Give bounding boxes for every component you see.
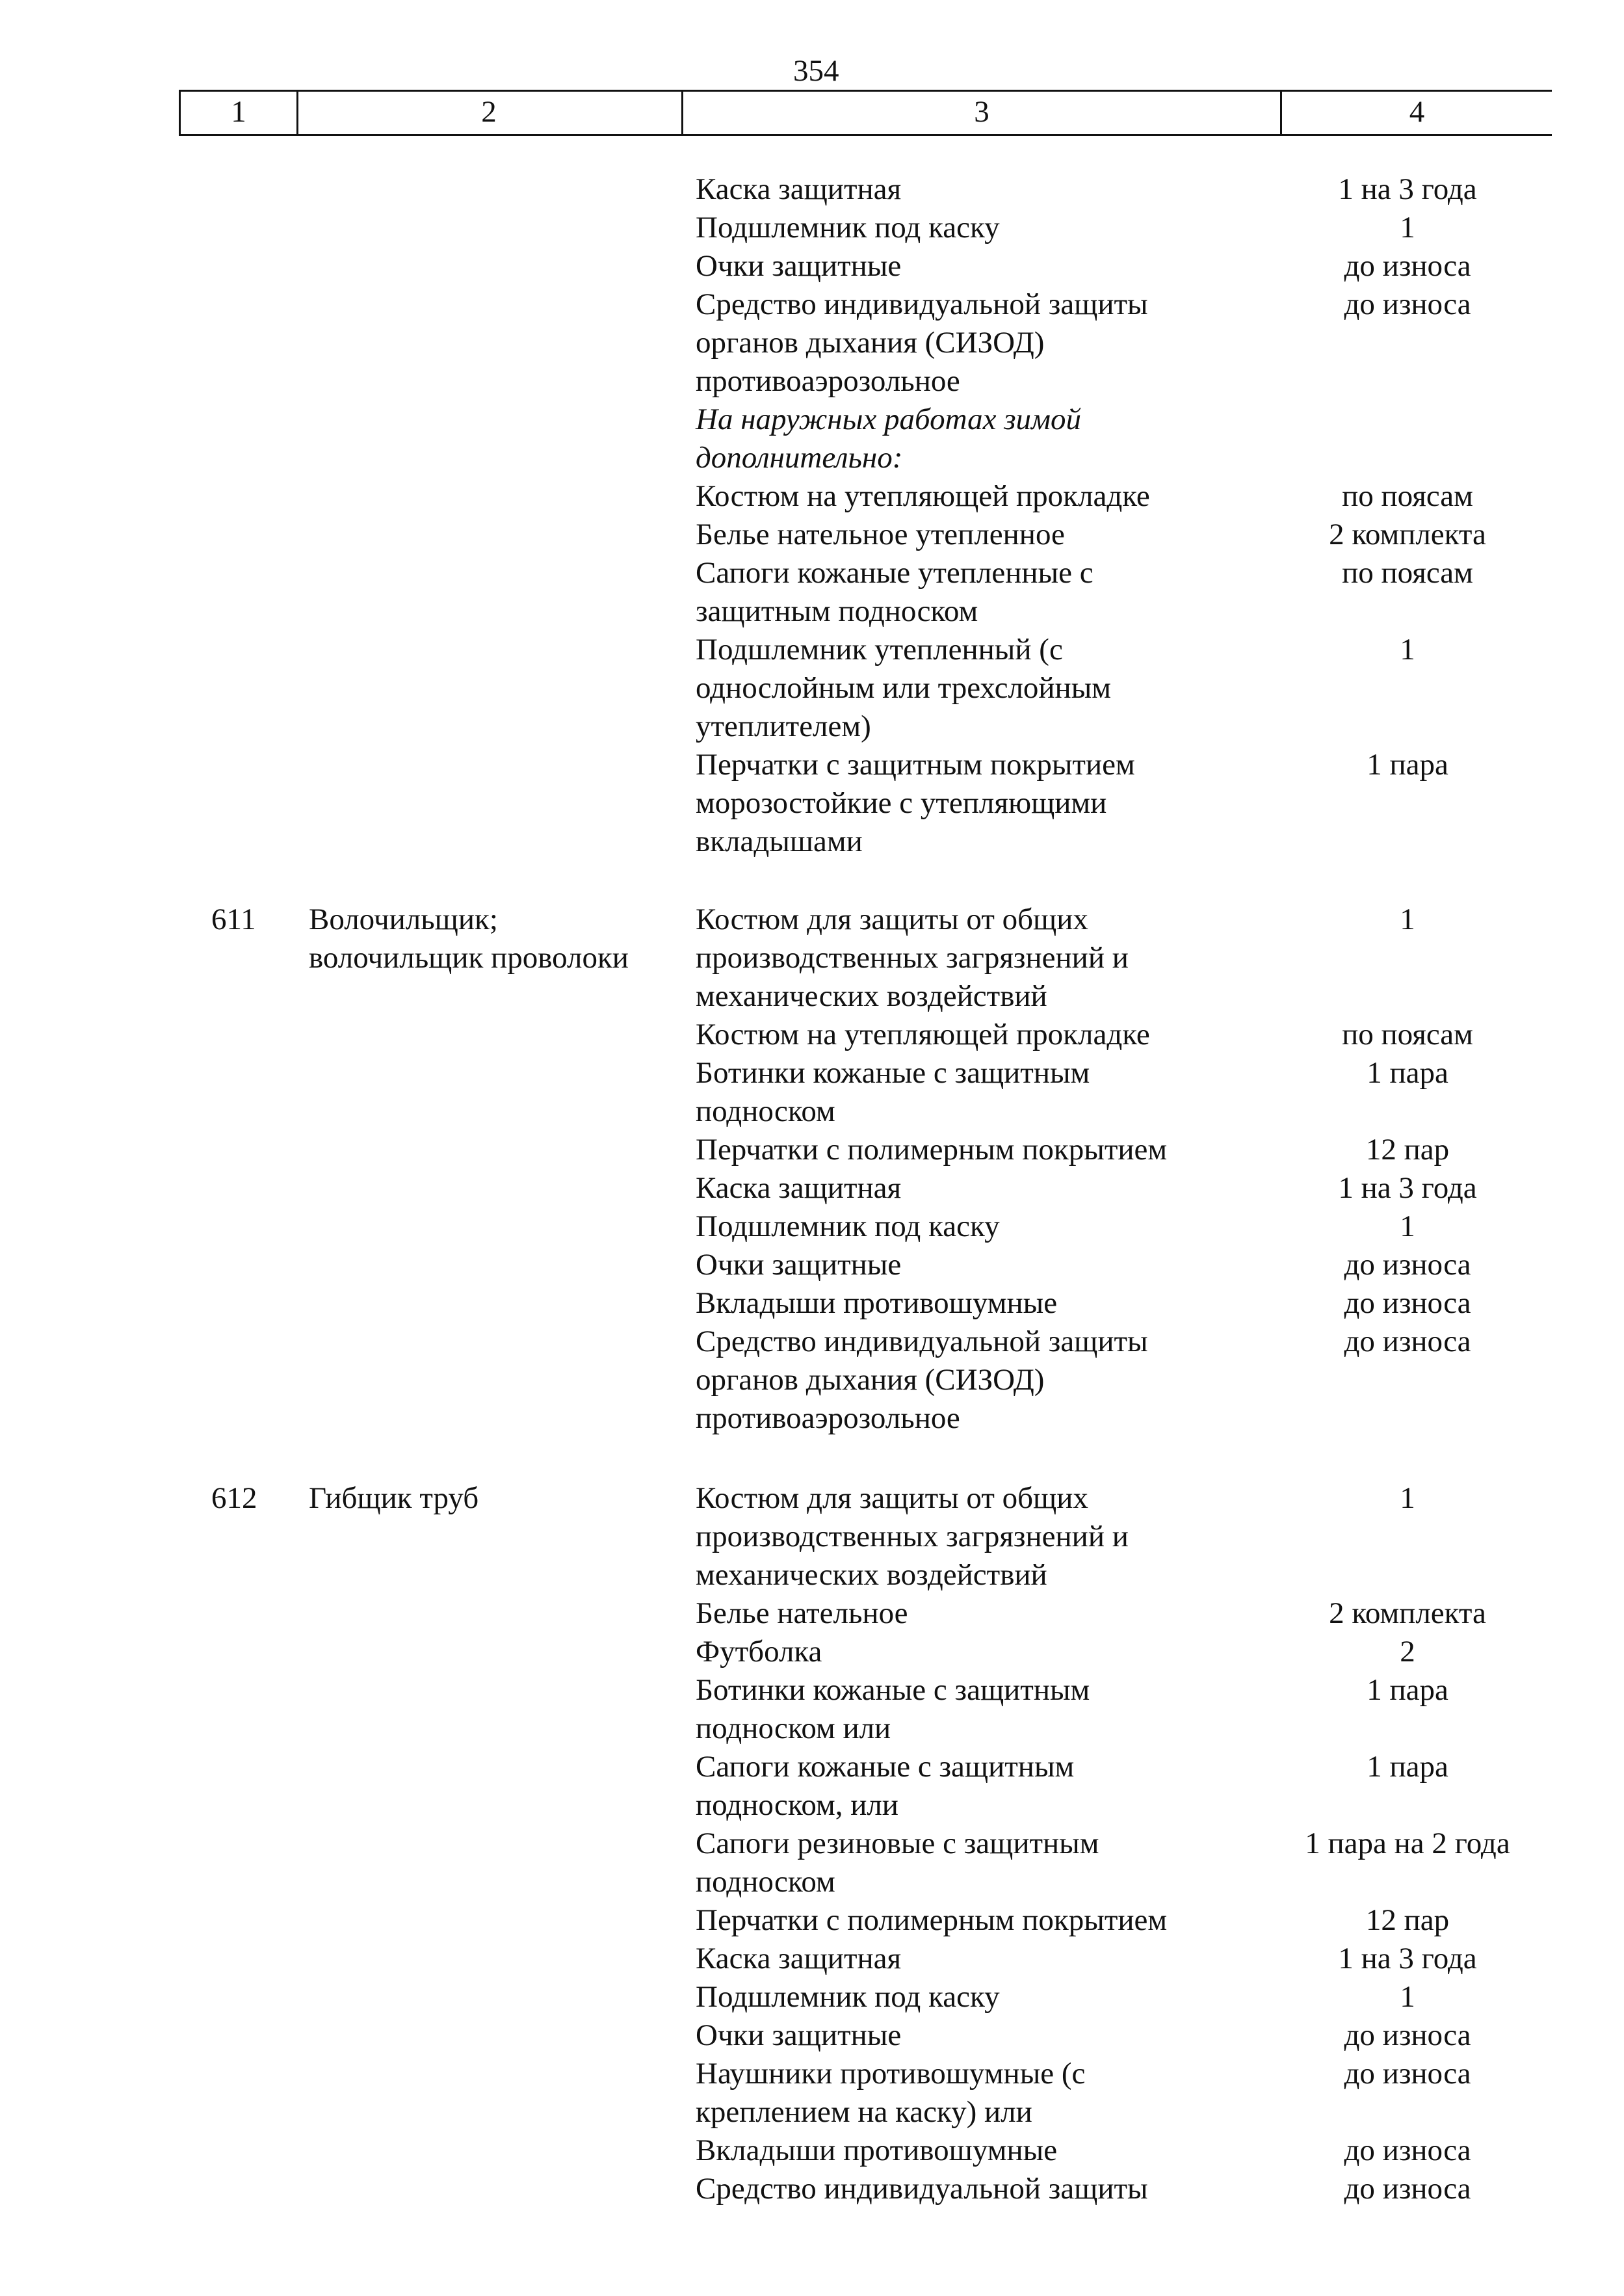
- issue-norm: 1 на 3 года: [1338, 1171, 1477, 1205]
- issue-norm: 1: [1400, 1209, 1415, 1243]
- equipment-item: [696, 2055, 1567, 2131]
- equipment-item: [696, 1169, 1567, 1207]
- equipment-name: [696, 516, 1190, 554]
- equipment-name: [696, 2170, 1190, 2208]
- equipment-name: [696, 1246, 1190, 1284]
- text-line: Белье нательное: [696, 1596, 908, 1630]
- equipment-name: [696, 1323, 1190, 1438]
- text-line: Сапоги резиновые с защитным: [696, 1827, 1099, 1860]
- issue-norm: 1 на 3 года: [1338, 1942, 1477, 1975]
- text-line: органов дыхания (СИЗОД): [696, 326, 1045, 360]
- text-line: Очки защитные: [696, 249, 902, 283]
- issue-norm: 2 комплекта: [1329, 1596, 1486, 1630]
- text-line: производственных загрязнений и: [696, 941, 1129, 975]
- equipment-item: [696, 209, 1567, 247]
- text-line: Подшлемник под каску: [696, 1980, 1000, 2014]
- text-line: подноском: [696, 1865, 835, 1899]
- equipment-item: [696, 1825, 1567, 1901]
- issue-norm: 1 пара: [1367, 1673, 1448, 1707]
- text-line: Средство индивидуальной защиты: [696, 2172, 1148, 2206]
- text-line: волочильщик проволоки: [309, 941, 629, 975]
- issue-norm: до износа: [1344, 2057, 1471, 2091]
- equipment-name: [696, 1207, 1190, 1246]
- equipment-name: [696, 746, 1190, 861]
- equipment-name: [696, 1284, 1190, 1323]
- text-line: Очки защитные: [696, 1248, 902, 1282]
- text-line: Костюм для защиты от общих: [696, 903, 1088, 936]
- equipment-item: [696, 1633, 1567, 1671]
- text-line: Средство индивидуальной защиты: [696, 1325, 1148, 1358]
- issue-norm: до износа: [1344, 1325, 1471, 1358]
- equipment-name: [696, 477, 1190, 516]
- text-line: Перчатки с полимерным покрытием: [696, 1903, 1168, 1937]
- equipment-item: [696, 1054, 1567, 1131]
- text-line: Костюм на утепляющей прокладке: [696, 479, 1150, 513]
- equipment-item: [696, 2170, 1567, 2208]
- equipment-item: [696, 1016, 1567, 1054]
- issue-norm: 1 пара на 2 года: [1305, 1827, 1510, 1860]
- equipment-item: [696, 1671, 1567, 1748]
- issue-norm: 1: [1400, 633, 1415, 666]
- text-line: Костюм на утепляющей прокладке: [696, 1018, 1150, 1051]
- equipment-name: [696, 1016, 1190, 1054]
- equipment-item: [696, 1323, 1567, 1438]
- issue-norm: до износа: [1344, 2133, 1471, 2167]
- equipment-item: [696, 631, 1567, 746]
- text-line: Ботинки кожаные с защитным: [696, 1056, 1090, 1090]
- equipment-name: [696, 1633, 1190, 1671]
- issue-norm: 1 пара: [1367, 1750, 1448, 1784]
- text-line: Сапоги кожаные с защитным: [696, 1750, 1075, 1784]
- equipment-item: [696, 401, 1567, 477]
- equipment-name: [696, 901, 1190, 1016]
- issue-norm: 1 пара: [1367, 1056, 1448, 1090]
- equipment-list: [696, 901, 1567, 1438]
- equipment-item: [696, 2131, 1567, 2170]
- issue-norm: 2 комплекта: [1329, 518, 1486, 551]
- text-line: Средство индивидуальной защиты: [696, 287, 1148, 321]
- text-line: механических воздействий: [696, 979, 1047, 1013]
- issue-norm: 1: [1400, 903, 1415, 936]
- equipment-name: [696, 1748, 1190, 1825]
- equipment-name: [696, 554, 1190, 631]
- equipment-name: [696, 285, 1190, 401]
- text-line: Сапоги кожаные утепленные с: [696, 556, 1094, 590]
- text-line: производственных загрязнений и: [696, 1520, 1129, 1553]
- issue-norm: 12 пар: [1365, 1133, 1450, 1167]
- issue-norm: по поясам: [1342, 556, 1473, 590]
- issue-norm: до износа: [1344, 1286, 1471, 1320]
- column-header-2: 2: [296, 92, 683, 134]
- equipment-item: [696, 746, 1567, 861]
- text-line: Перчатки с полимерным покрытием: [696, 1133, 1168, 1167]
- equipment-item: [696, 1978, 1567, 2016]
- issue-norm: 1 пара: [1367, 748, 1448, 782]
- equipment-item: [696, 554, 1567, 631]
- text-line: Каска защитная: [696, 172, 902, 206]
- text-line: подноском, или: [696, 1788, 898, 1822]
- issue-norm: 1: [1400, 1481, 1415, 1515]
- equipment-item: [696, 1748, 1567, 1825]
- row-number: 611: [211, 903, 256, 936]
- text-line: Вкладыши противошумные: [696, 1286, 1058, 1320]
- text-line: Каска защитная: [696, 1171, 902, 1205]
- text-line: Гибщик труб: [309, 1481, 479, 1515]
- equipment-name: [696, 1131, 1190, 1169]
- text-line: вкладышами: [696, 825, 863, 858]
- issue-norm: до износа: [1344, 287, 1471, 321]
- text-line: Вкладыши противошумные: [696, 2133, 1058, 2167]
- text-line: органов дыхания (СИЗОД): [696, 1363, 1045, 1397]
- text-line: подноском: [696, 1094, 835, 1128]
- text-line: противоаэрозольное: [696, 1401, 960, 1435]
- column-header-4: 4: [1409, 95, 1425, 129]
- equipment-list: [696, 170, 1567, 861]
- issue-norm: 1 на 3 года: [1338, 172, 1477, 206]
- profession-name: [309, 901, 673, 977]
- issue-norm: 12 пар: [1365, 1903, 1450, 1937]
- text-line: Волочильщик;: [309, 903, 498, 936]
- text-line: механических воздействий: [696, 1558, 1047, 1592]
- equipment-item: [696, 1479, 1567, 1594]
- equipment-name: [696, 1978, 1190, 2016]
- issue-norm: до износа: [1344, 1248, 1471, 1282]
- profession-name: [309, 1479, 673, 1518]
- equipment-name: [696, 170, 1190, 209]
- text-line: дополнительно:: [696, 441, 903, 475]
- text-line: Очки защитные: [696, 2018, 902, 2052]
- issue-norm: по поясам: [1342, 1018, 1473, 1051]
- equipment-item: [696, 1246, 1567, 1284]
- text-line: Ботинки кожаные с защитным: [696, 1673, 1090, 1707]
- equipment-item: [696, 247, 1567, 285]
- equipment-name: [696, 209, 1190, 247]
- equipment-name: [696, 1940, 1190, 1978]
- equipment-name: [696, 1169, 1190, 1207]
- equipment-item: [696, 1901, 1567, 1940]
- column-header-3: 3: [683, 92, 1282, 134]
- text-line: морозостойкие с утепляющими: [696, 786, 1107, 820]
- equipment-item: [696, 516, 1567, 554]
- equipment-name: [696, 247, 1190, 285]
- equipment-item: [696, 2016, 1567, 2055]
- equipment-name: [696, 1671, 1190, 1748]
- text-line: Подшлемник под каску: [696, 1209, 1000, 1243]
- text-line: Наушники противошумные (с: [696, 2057, 1086, 2091]
- equipment-item: [696, 1131, 1567, 1169]
- issue-norm: 1: [1400, 1980, 1415, 2014]
- text-line: противоаэрозольное: [696, 364, 960, 398]
- issue-norm: до износа: [1344, 249, 1471, 283]
- text-line: Футболка: [696, 1635, 822, 1669]
- issue-norm: 2: [1400, 1635, 1415, 1669]
- equipment-item: [696, 285, 1567, 401]
- page-number: 354: [793, 54, 839, 88]
- text-line: Белье нательное утепленное: [696, 518, 1065, 551]
- equipment-name: [696, 2016, 1190, 2055]
- equipment-name: [696, 1825, 1190, 1901]
- equipment-item: [696, 1284, 1567, 1323]
- text-line: Перчатки с защитным покрытием: [696, 748, 1135, 782]
- column-header-1: 1: [179, 92, 298, 134]
- equipment-item: [696, 170, 1567, 209]
- text-line: На наружных работах зимой: [696, 402, 1082, 436]
- equipment-name: [696, 401, 1190, 477]
- text-line: Подшлемник утепленный (с: [696, 633, 1063, 666]
- equipment-name: [696, 2055, 1190, 2131]
- equipment-item: [696, 477, 1567, 516]
- equipment-list: [696, 1479, 1567, 2208]
- equipment-name: [696, 631, 1190, 746]
- equipment-name: [696, 1901, 1190, 1940]
- equipment-name: [696, 1594, 1190, 1633]
- row-number: 612: [211, 1481, 257, 1515]
- text-line: защитным подноском: [696, 594, 978, 628]
- issue-norm: до износа: [1344, 2018, 1471, 2052]
- equipment-item: [696, 1940, 1567, 1978]
- text-line: Подшлемник под каску: [696, 211, 1000, 244]
- text-line: креплением на каску) или: [696, 2095, 1032, 2129]
- table-header: [179, 90, 1552, 136]
- equipment-item: [696, 1594, 1567, 1633]
- issue-norm: до износа: [1344, 2172, 1471, 2206]
- equipment-item: [696, 1207, 1567, 1246]
- text-line: однослойным или трехслойным: [696, 671, 1112, 705]
- equipment-item: [696, 901, 1567, 1016]
- equipment-name: [696, 2131, 1190, 2170]
- equipment-name: [696, 1054, 1190, 1131]
- text-line: утеплителем): [696, 709, 871, 743]
- issue-norm: 1: [1400, 211, 1415, 244]
- equipment-name: [696, 1479, 1190, 1594]
- text-line: Каска защитная: [696, 1942, 902, 1975]
- issue-norm: по поясам: [1342, 479, 1473, 513]
- text-line: подноском или: [696, 1711, 891, 1745]
- text-line: Костюм для защиты от общих: [696, 1481, 1088, 1515]
